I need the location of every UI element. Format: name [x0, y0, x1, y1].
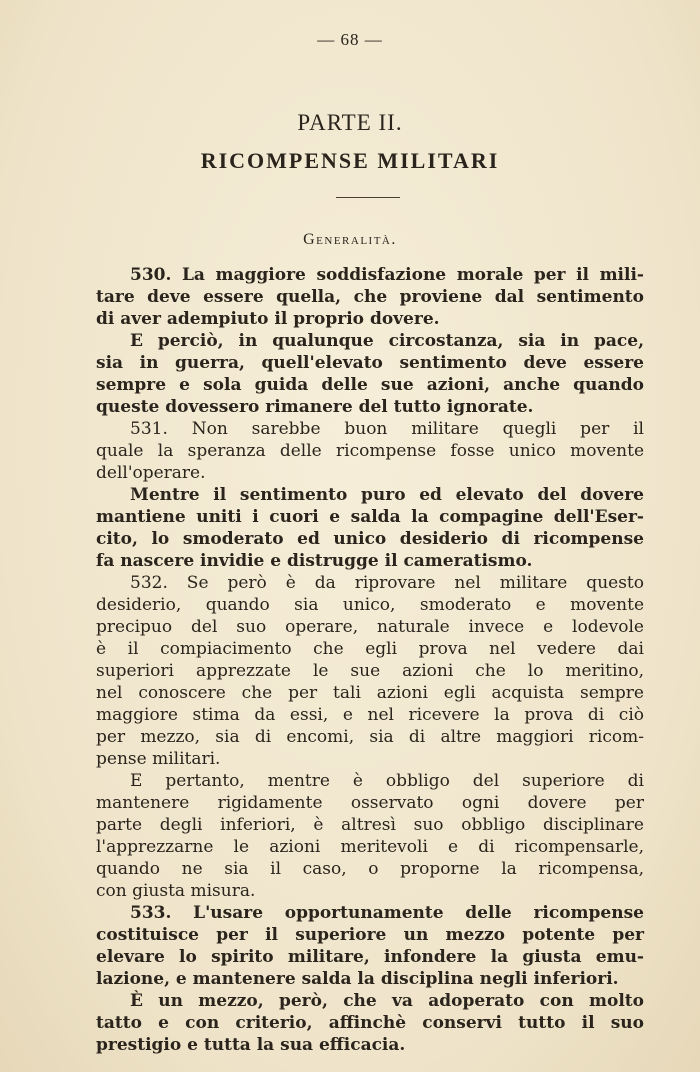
text-line: di aver adempiuto il proprio dovere. [96, 309, 440, 329]
text-line: sempre e sola guida delle sue azioni, anche quando [96, 375, 644, 395]
text-line: sia in guerra, quell'elevato sentimento deve essere [96, 353, 644, 373]
text-line: È un mezzo, però, che va adoperato con molto [130, 991, 644, 1011]
text-line: 532. Se però è da riprovare nel militare questo [130, 573, 644, 593]
text-line: cito, lo smoderato ed unico desiderio di ricompense [96, 529, 644, 549]
text-line: elevare lo spirito militare, infondere la giusta emu- [96, 947, 644, 967]
text-line: prestigio e tutta la sua efficacia. [96, 1035, 406, 1055]
text-line: nel conoscere che per tali azioni egli acquista sempre [96, 683, 644, 703]
paragraph [96, 330, 644, 418]
text-line: E perciò, in qualunque circostanza, sia in pace, [130, 331, 644, 351]
text-line: 531. Non sarebbe buon militare quegli per il [130, 419, 644, 439]
text-line: mantiene uniti i cuori e salda la compagine dell'Eser- [96, 507, 644, 527]
paragraph [96, 418, 644, 484]
text-line: queste dovessero rimanere del tutto ignorate. [96, 397, 534, 417]
text-line: tatto e con criterio, affinchè conservi tutto il suo [96, 1013, 644, 1033]
chapter-title: RICOMPENSE MILITARI [200, 148, 500, 173]
paragraph [96, 264, 644, 330]
text-line: precipuo del suo operare, naturale invece e lodevole [96, 617, 644, 637]
text-line: tare deve essere quella, che proviene dal sentimento [96, 287, 644, 307]
text-line: pense militari. [96, 749, 221, 769]
text-line: è il compiacimento che egli prova nel vedere dai [96, 639, 644, 659]
text-line: dell'operare. [96, 463, 206, 483]
text-line: 533. L'usare opportunamente delle ricompense [130, 903, 644, 923]
text-line: quando ne sia il caso, o proporne la ricompensa, [96, 859, 644, 879]
text-line: superiori apprezzate le sue azioni che lo meritino, [96, 661, 644, 681]
text-line: con giusta misura. [96, 881, 256, 901]
text-line: quale la speranza delle ricompense fosse unico movente [96, 441, 644, 461]
paragraph [96, 902, 644, 990]
paragraph [96, 990, 644, 1056]
text-line: l'apprezzarne le azioni meritevoli e di ricompensarle, [96, 837, 644, 857]
paragraph [96, 770, 644, 902]
body-text [96, 264, 644, 1056]
text-line: per mezzo, sia di encomi, sia di altre maggiori ricom- [96, 727, 644, 747]
title-divider [336, 197, 400, 198]
paragraph [96, 484, 644, 572]
paragraph [96, 572, 644, 770]
text-line: parte degli inferiori, è altresì suo obbligo disciplinare [96, 815, 644, 835]
text-line: mantenere rigidamente osservato ogni dovere per [96, 793, 644, 813]
text-line: desiderio, quando sia unico, smoderato e movente [96, 595, 644, 615]
page-number: — 68 — [317, 30, 383, 49]
text-line: Mentre il sentimento puro ed elevato del dovere [130, 485, 644, 505]
text-line: costituisce per il superiore un mezzo potente per [96, 925, 644, 945]
part-heading: PARTE II. [297, 110, 403, 135]
text-line: lazione, e mantenere salda la disciplina negli inferiori. [96, 969, 619, 989]
section-heading: Generalità. [303, 231, 397, 248]
text-line: maggiore stima da essi, e nel ricevere la prova di ciò [96, 705, 644, 725]
text-line: 530. La maggiore soddisfazione morale per il mili- [130, 265, 644, 285]
text-line: E pertanto, mentre è obbligo del superiore di [130, 771, 644, 791]
text-line: fa nascere invidie e distrugge il cameratismo. [96, 551, 533, 571]
